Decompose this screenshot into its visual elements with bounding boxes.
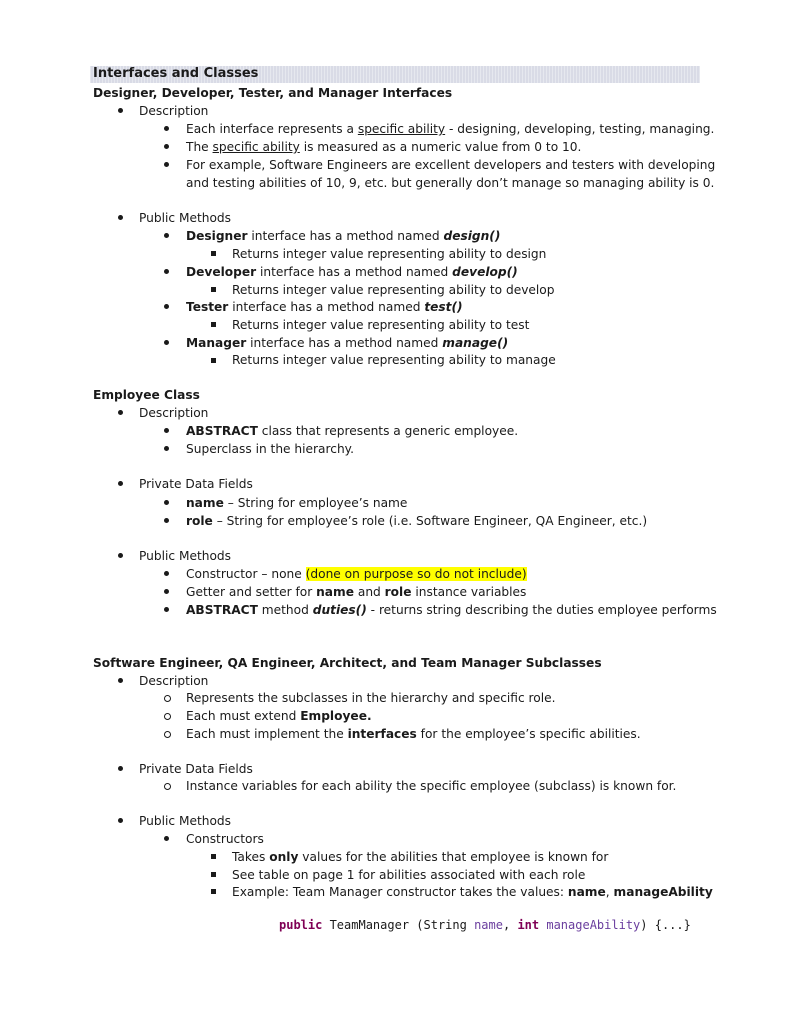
employee-field-name — [186, 494, 407, 512]
text: , — [605, 885, 614, 899]
text: interface has a method named — [247, 229, 444, 243]
employee-desc-1 — [186, 422, 518, 440]
bullet-dot — [164, 269, 169, 274]
bullet-dot — [118, 108, 123, 113]
bullet-square — [211, 889, 216, 894]
code-param: name — [474, 918, 503, 932]
text: Manager — [186, 336, 247, 350]
interfaces-desc-1 — [186, 120, 714, 138]
bullet-dot — [164, 607, 169, 612]
code-keyword: public — [279, 918, 323, 932]
manager-method — [186, 334, 508, 352]
text: develop() — [452, 265, 518, 279]
bullet-dot — [118, 766, 123, 771]
bullet-dot — [118, 678, 123, 683]
bullet-dot — [118, 818, 123, 823]
bullet-square — [211, 287, 216, 292]
bullet-dot — [118, 215, 123, 220]
text: Developer — [186, 265, 257, 279]
bullet-dot — [164, 836, 169, 841]
subclasses-private-1: Instance variables for each ability the specific employee (subclass) is known for. — [186, 779, 677, 793]
page-title: Interfaces and Classes — [93, 66, 259, 81]
text: design() — [443, 229, 501, 243]
developer-returns: Returns integer value representing ability to develop — [232, 283, 555, 297]
text: ABSTRACT — [186, 603, 258, 617]
bullet-square — [211, 872, 216, 877]
text: – String for employee’s name — [223, 496, 408, 510]
bullet-dot — [164, 144, 169, 149]
text: - designing, developing, testing, managing. — [445, 122, 715, 136]
text: Tester — [186, 300, 229, 314]
code-param: manageAbility — [546, 918, 641, 932]
bullet-dot — [164, 571, 169, 576]
highlight-note: (done on purpose so do not include) — [305, 567, 527, 581]
text: manageAbility — [613, 885, 713, 899]
subclasses-description-label: Description — [139, 674, 209, 688]
constructor-rule-3 — [232, 883, 713, 901]
text: Designer — [186, 229, 248, 243]
employee-abstract-method — [186, 601, 717, 619]
constructor-rule-2: See table on page 1 for abilities associated with each role — [232, 868, 586, 882]
text: class that represents a generic employee. — [257, 424, 519, 438]
employee-private-label: Private Data Fields — [139, 477, 253, 491]
subclasses-private-label: Private Data Fields — [139, 762, 253, 776]
text: Getter and setter for — [186, 585, 317, 599]
text: name — [567, 885, 606, 899]
bullet-circle — [164, 783, 171, 790]
code-text: TeamManager (String — [322, 918, 475, 932]
code-text: , — [502, 918, 518, 932]
bullet-dot — [164, 126, 169, 131]
text: The — [186, 140, 213, 154]
employee-constructor — [186, 565, 527, 583]
specific-ability-link: specific ability — [212, 140, 300, 154]
text: – String for employee’s role (i.e. Software Engineer, QA Engineer, etc.) — [212, 514, 648, 528]
text: ABSTRACT — [186, 424, 258, 438]
manager-returns: Returns integer value representing ability to manage — [232, 353, 556, 367]
code-keyword: int — [517, 918, 540, 932]
designer-method — [186, 227, 500, 245]
text: duties() — [312, 603, 367, 617]
bullet-circle — [164, 713, 171, 720]
interfaces-desc-3a: For example, Software Engineers are excellent developers and testers with developing — [186, 158, 716, 172]
bullet-circle — [164, 695, 171, 702]
employee-desc-2: Superclass in the hierarchy. — [186, 442, 355, 456]
text: Each must implement the — [186, 727, 348, 741]
interfaces-description-label: Description — [139, 104, 209, 118]
bullet-dot — [164, 518, 169, 523]
tester-method — [186, 298, 463, 316]
subclasses-desc-3 — [186, 725, 641, 743]
bullet-square — [211, 358, 216, 363]
bullet-square — [211, 322, 216, 327]
text: role — [186, 514, 213, 528]
text: manage() — [442, 336, 509, 350]
text: Example: Team Manager constructor takes the values: — [232, 885, 568, 899]
employee-heading: Employee Class — [93, 388, 200, 402]
bullet-dot — [164, 162, 169, 167]
bullet-square — [211, 854, 216, 859]
code-example — [279, 916, 691, 934]
tester-returns: Returns integer value representing ability to test — [232, 318, 530, 332]
bullet-dot — [164, 589, 169, 594]
interfaces-public-methods-label: Public Methods — [139, 211, 232, 225]
text: Each must extend — [186, 709, 301, 723]
bullet-square — [211, 251, 216, 256]
text: interfaces — [347, 727, 417, 741]
subclasses-desc-1: Represents the subclasses in the hierarchy and specific role. — [186, 691, 556, 705]
constructor-rule-1 — [232, 848, 608, 866]
text: is measured as a numeric value from 0 to 10. — [299, 140, 582, 154]
text: name — [316, 585, 354, 599]
subclasses-public-label: Public Methods — [139, 814, 232, 828]
bullet-dot — [164, 233, 169, 238]
text: only — [269, 850, 299, 864]
text: test() — [424, 300, 463, 314]
employee-public-label: Public Methods — [139, 549, 232, 563]
bullet-dot — [118, 410, 123, 415]
text: Takes — [232, 850, 270, 864]
bullet-circle — [164, 731, 171, 738]
text: Each interface represents a — [186, 122, 358, 136]
text: method — [257, 603, 313, 617]
bullet-dot — [118, 553, 123, 558]
employee-description-label: Description — [139, 406, 209, 420]
text: and — [353, 585, 385, 599]
bullet-dot — [164, 428, 169, 433]
text: Constructor – none — [186, 567, 306, 581]
subclasses-heading: Software Engineer, QA Engineer, Architect, and Team Manager Subclasses — [93, 656, 602, 670]
text: interface has a method named — [256, 265, 453, 279]
specific-ability-link: specific ability — [357, 122, 446, 136]
text: role — [384, 585, 412, 599]
bullet-dot — [164, 340, 169, 345]
bullet-dot — [118, 481, 123, 486]
text: - returns string describing the duties employee performs — [366, 603, 717, 617]
designer-returns: Returns integer value representing ability to design — [232, 247, 547, 261]
interfaces-desc-3b: and testing abilities of 10, 9, etc. but generally don’t manage so managing ability is 0. — [186, 176, 715, 190]
employee-getter-setter — [186, 583, 526, 601]
text: interface has a method named — [228, 300, 425, 314]
code-text: ) {...} — [640, 918, 691, 932]
subclasses-desc-2 — [186, 707, 372, 725]
subclasses-constructors-label: Constructors — [186, 832, 264, 846]
bullet-dot — [164, 446, 169, 451]
text: for the employee’s specific abilities. — [416, 727, 641, 741]
interfaces-desc-2 — [186, 138, 581, 156]
developer-method — [186, 263, 518, 281]
text: name — [186, 496, 224, 510]
bullet-dot — [164, 304, 169, 309]
interfaces-heading: Designer, Developer, Tester, and Manager Interfaces — [93, 86, 453, 100]
text: interface has a method named — [246, 336, 443, 350]
text: values for the abilities that employee is known for — [298, 850, 609, 864]
bullet-dot — [164, 500, 169, 505]
text: instance variables — [411, 585, 527, 599]
employee-field-role — [186, 512, 647, 530]
text: Employee. — [300, 709, 372, 723]
